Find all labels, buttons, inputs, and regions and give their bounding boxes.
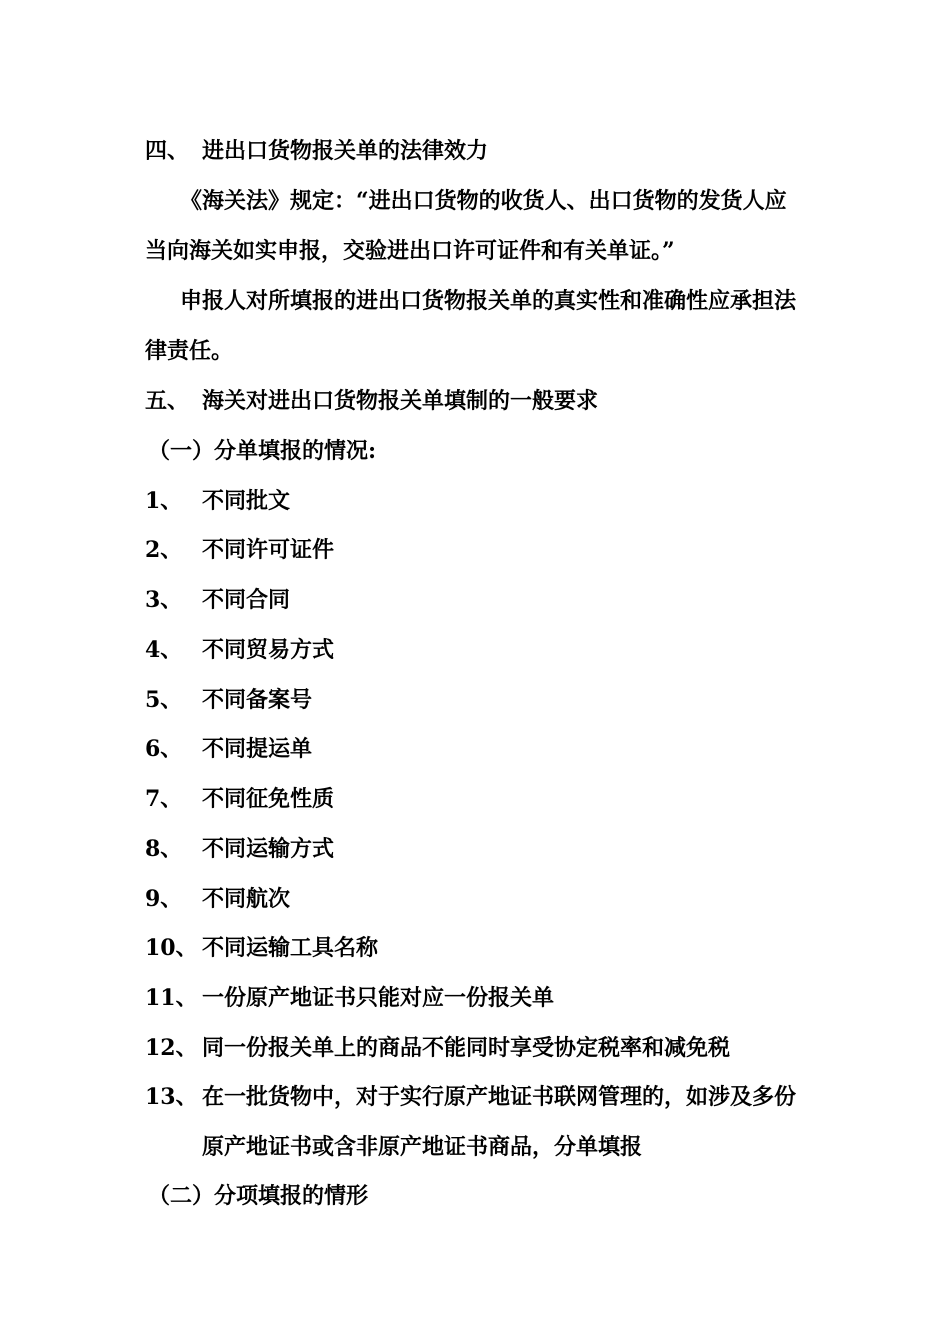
list-text: 不同航次	[202, 886, 291, 912]
list-item	[145, 1028, 730, 1068]
list-text: 不同合同	[202, 587, 291, 613]
list-number: 6、	[145, 736, 183, 762]
list-text: 不同运输方式	[202, 836, 335, 862]
list-text: 不同征免性质	[202, 786, 335, 812]
section-number: 四、	[145, 138, 190, 164]
list-item-continuation: 原产地证书或含非原产地证书商品，分单填报	[202, 1134, 643, 1160]
list-item	[145, 729, 312, 769]
list-item	[145, 481, 290, 521]
list-item	[145, 779, 334, 819]
subsection-heading: （二）分项填报的情形	[148, 1183, 369, 1209]
list-number: 11、	[145, 985, 198, 1011]
list-number: 2、	[145, 537, 183, 563]
subsection-heading: （一）分单填报的情况:	[148, 438, 377, 464]
section-5-heading	[145, 381, 598, 421]
section-title: 海关对进出口货物报关单填制的一般要求	[202, 388, 599, 414]
list-text: 不同运输工具名称	[202, 935, 379, 961]
list-number: 5、	[145, 687, 183, 713]
list-text: 不同提运单	[202, 736, 313, 762]
list-text: 一份原产地证书只能对应一份报关单	[202, 985, 555, 1011]
paragraph-line: 《海关法》规定：“进出口货物的收货人、出口货物的发货人应	[180, 188, 787, 214]
list-item	[145, 630, 334, 670]
list-text: 不同备案号	[202, 687, 313, 713]
list-text: 在一批货物中，对于实行原产地证书联网管理的，如涉及多份	[202, 1084, 797, 1110]
list-item	[145, 1077, 796, 1117]
list-number: 13、	[145, 1084, 198, 1110]
list-number: 8、	[145, 836, 183, 862]
paragraph-line: 申报人对所填报的进出口货物报关单的真实性和准确性应承担法	[180, 288, 797, 314]
list-number: 1、	[145, 488, 183, 514]
list-text: 同一份报关单上的商品不能同时享受协定税率和减免税	[202, 1035, 731, 1061]
list-item	[145, 580, 290, 620]
list-number: 3、	[145, 587, 183, 613]
list-item	[145, 829, 334, 869]
list-number: 4、	[145, 637, 183, 663]
section-title: 进出口货物报关单的法律效力	[202, 138, 489, 164]
list-text: 不同贸易方式	[202, 637, 335, 663]
list-number: 9、	[145, 886, 183, 912]
list-item	[145, 978, 554, 1018]
section-4-heading	[145, 131, 488, 171]
paragraph-line: 当向海关如实申报，交验进出口许可证件和有关单证。”	[145, 238, 675, 264]
list-item	[145, 680, 312, 720]
list-item	[145, 879, 290, 919]
paragraph-line: 律责任。	[145, 338, 234, 364]
list-text: 不同批文	[202, 488, 291, 514]
list-number: 7、	[145, 786, 183, 812]
list-item	[145, 928, 378, 968]
list-item	[145, 530, 334, 570]
list-text: 不同许可证件	[202, 537, 335, 563]
section-number: 五、	[145, 388, 190, 414]
list-number: 10、	[145, 935, 198, 961]
list-number: 12、	[145, 1035, 198, 1061]
